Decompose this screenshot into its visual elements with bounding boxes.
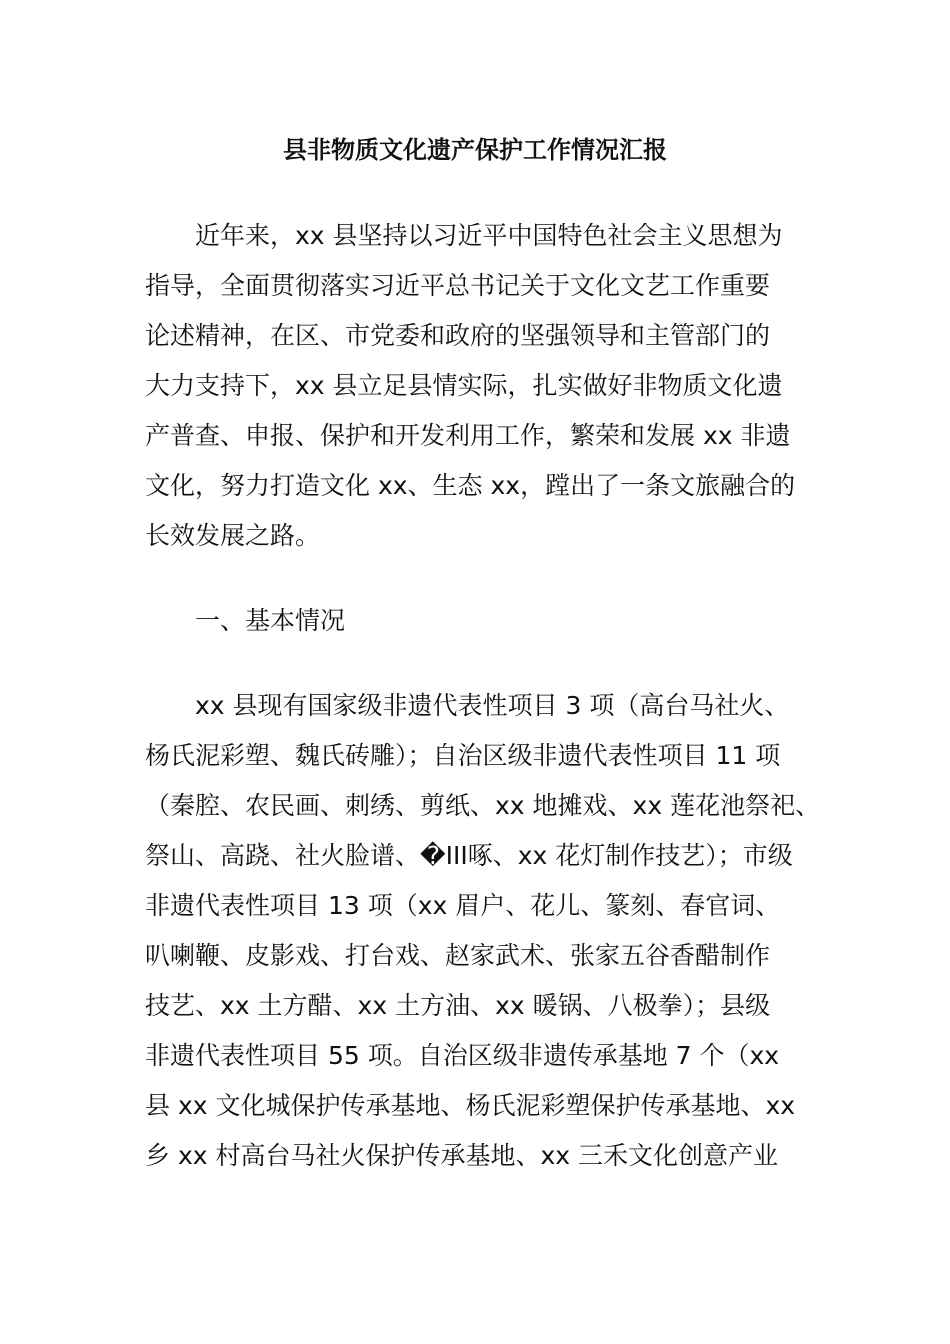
section1-line-7: 技艺、xx 土方醋、xx 土方油、xx 暖锅、八极拳）；县级 bbox=[145, 991, 771, 1020]
section1-line-4: 祭山、高跷、社火脸谱、�III啄、xx 花灯制作技艺）；市级 bbox=[145, 841, 793, 870]
section1-line-2: 杨氏泥彩塑、魏氏砖雕）；自治区级非遗代表性项目 11 项 bbox=[145, 741, 781, 770]
section-heading-basic: 一、基本情况 bbox=[195, 606, 346, 635]
section1-line-8: 非遗代表性项目 55 项。自治区级非遗传承基地 7 个（xx bbox=[145, 1041, 780, 1070]
intro-line-5: 产普查、申报、保护和开发利用工作，繁荣和发展 xx 非遗 bbox=[145, 421, 791, 450]
intro-line-2: 指导，全面贯彻落实习近平总书记关于文化文艺工作重要 bbox=[145, 271, 771, 300]
section1-line-6: 叭喇鞭、皮影戏、打台戏、赵家武术、张家五谷香醋制作 bbox=[145, 941, 771, 970]
section1-line-3: （秦腔、农民画、刺绣、剪纸、xx 地摊戏、xx 莲花池祭祀、 bbox=[145, 791, 821, 820]
section1-line-9: 县 xx 文化城保护传承基地、杨氏泥彩塑保护传承基地、xx bbox=[145, 1091, 796, 1120]
intro-line-7: 长效发展之路。 bbox=[145, 521, 321, 550]
section1-line-1: xx 县现有国家级非遗代表性项目 3 项（高台马社火、 bbox=[195, 691, 790, 720]
intro-line-6: 文化，努力打造文化 xx、生态 xx，蹚出了一条文旅融合的 bbox=[145, 471, 796, 500]
section1-line-5: 非遗代表性项目 13 项（xx 眉户、花儿、篆刻、春官词、 bbox=[145, 891, 781, 920]
intro-line-4: 大力支持下，xx 县立足县情实际，扎实做好非物质文化遗 bbox=[145, 371, 783, 400]
intro-line-3: 论述精神，在区、市党委和政府的坚强领导和主管部门的 bbox=[145, 321, 771, 350]
document-title: 县非物质文化遗产保护工作情况汇报 bbox=[283, 136, 667, 164]
intro-line-1: 近年来，xx 县坚持以习近平中国特色社会主义思想为 bbox=[195, 221, 783, 250]
section1-line-10: 乡 xx 村高台马社火保护传承基地、xx 三禾文化创意产业 bbox=[145, 1141, 779, 1170]
